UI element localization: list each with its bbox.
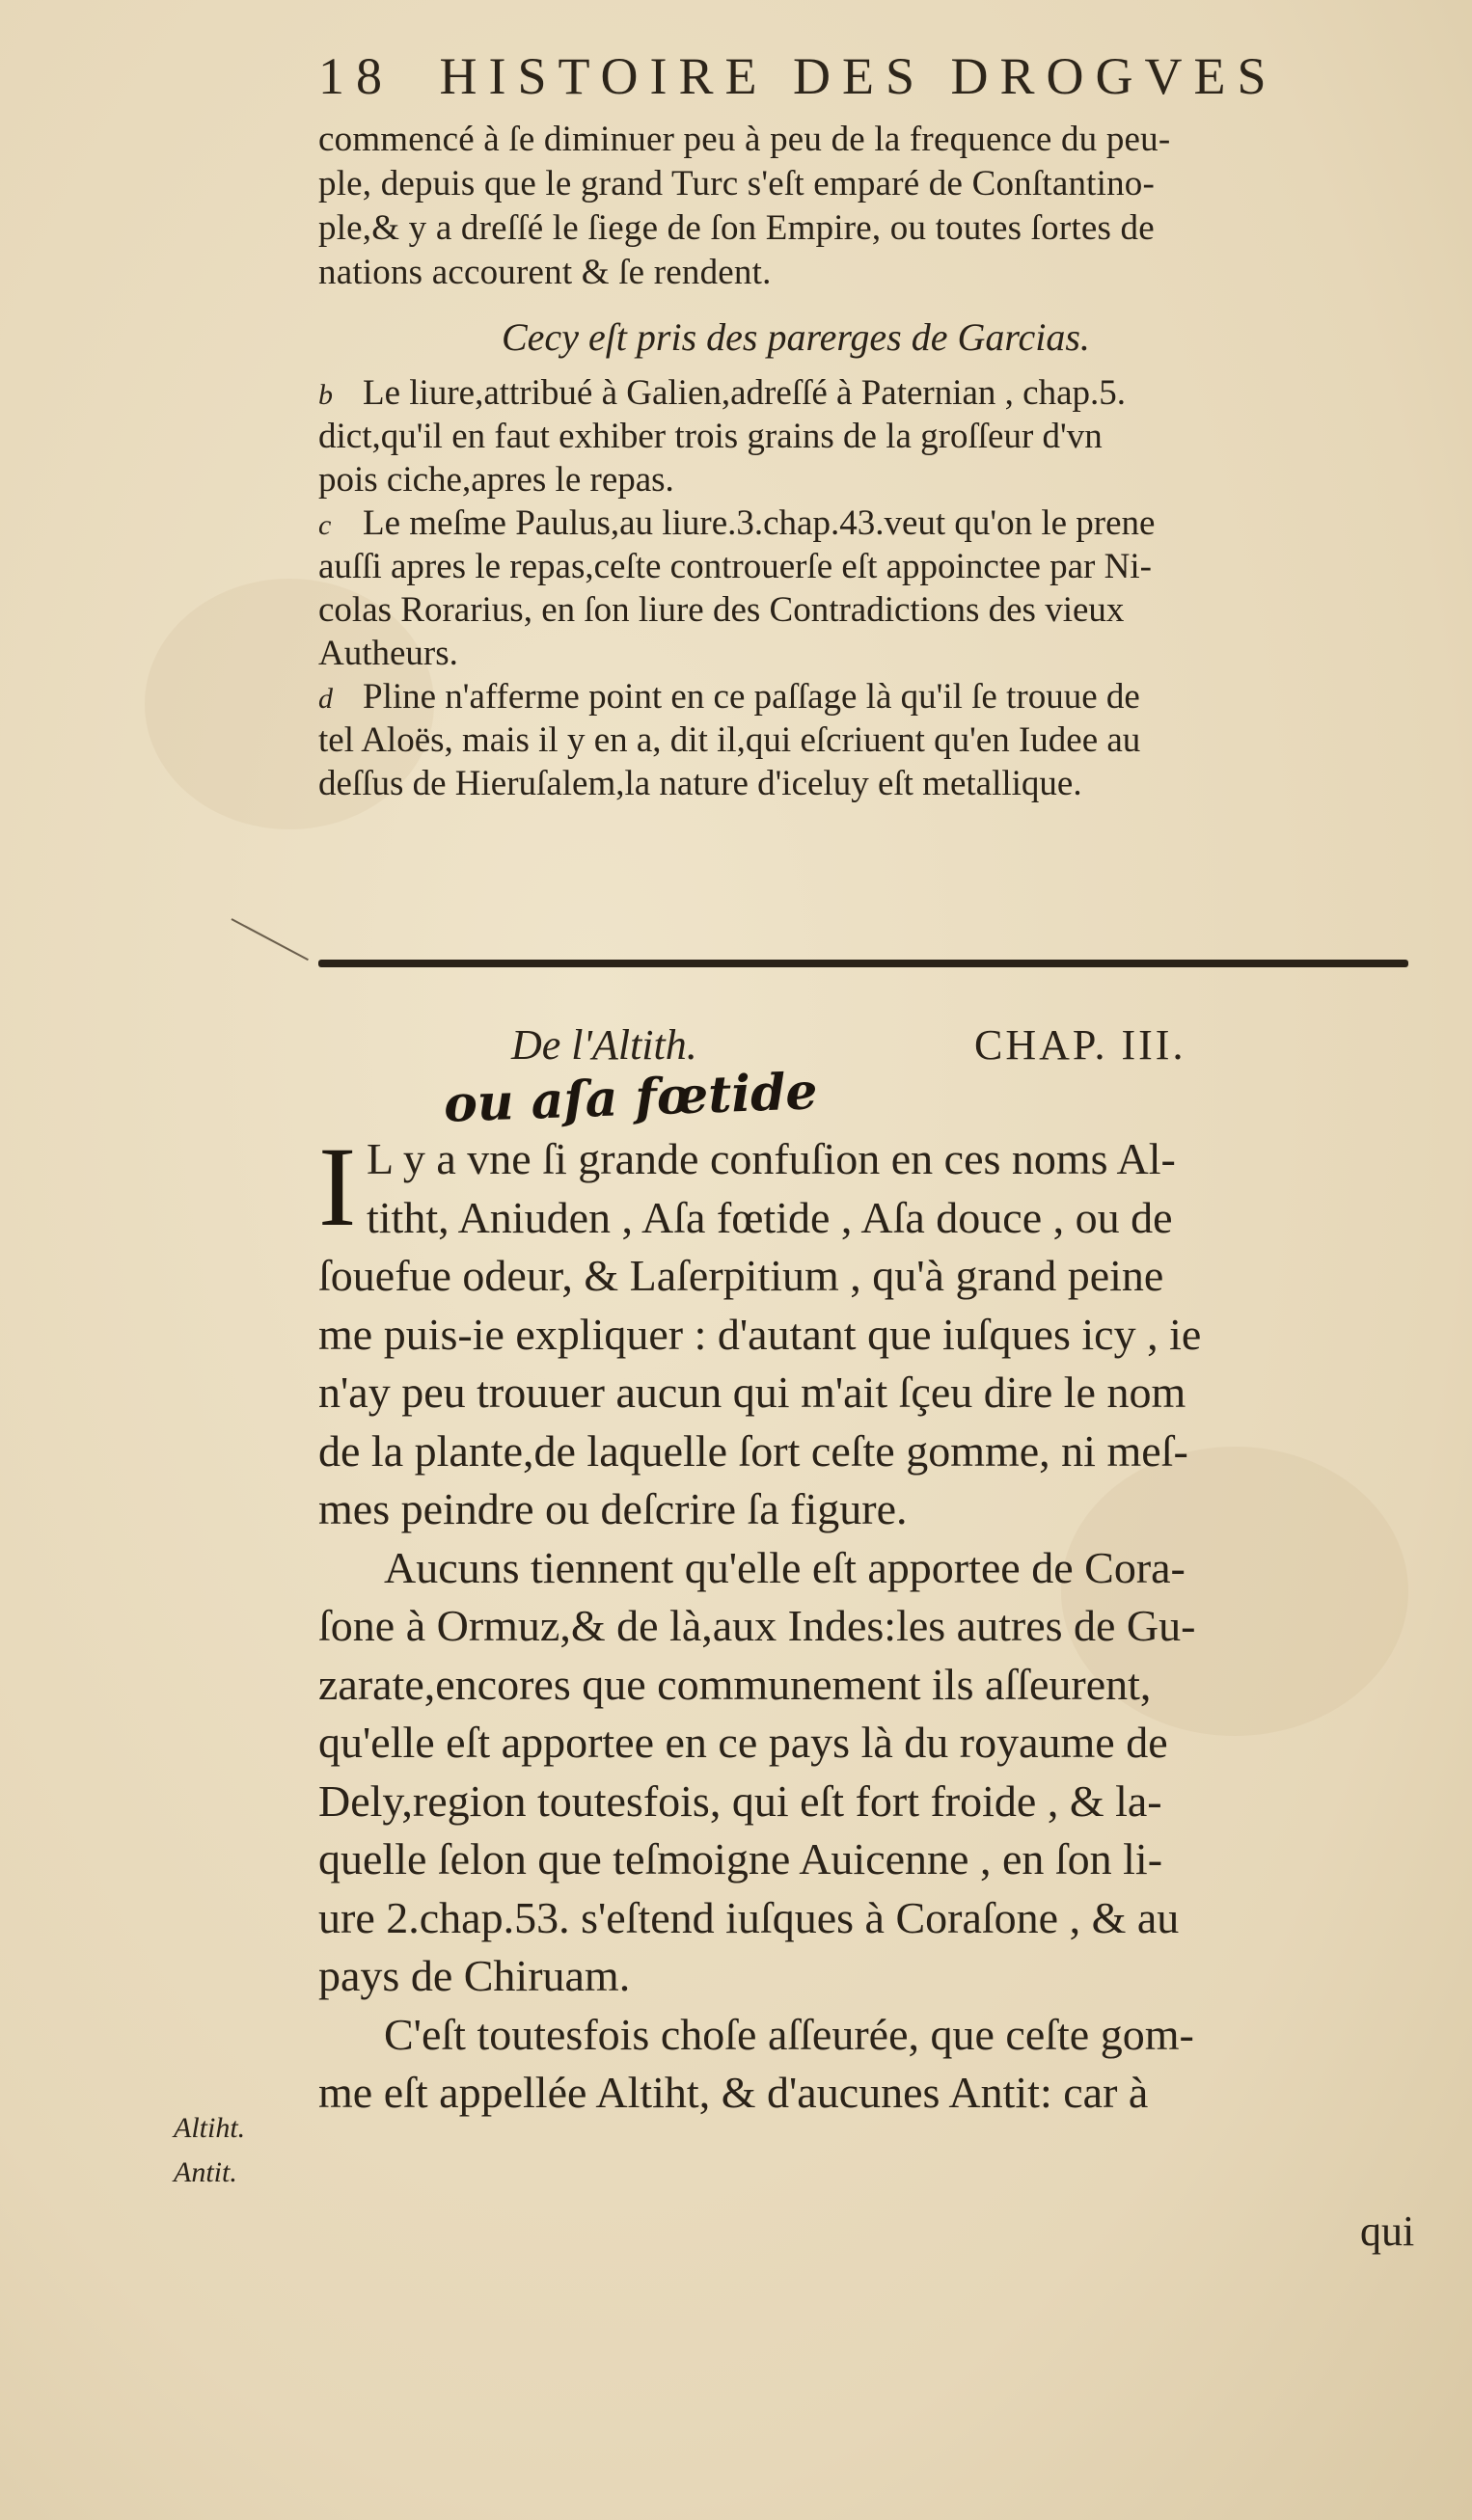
text-line: nations accourent & ſe rendent. <box>318 253 772 292</box>
note-line: Autheurs. <box>318 634 458 673</box>
continued-text <box>318 118 1437 295</box>
text-line: pays de Chiruam. <box>318 1951 631 2000</box>
note-line: b Le liure,attribué à Galien,adreſſé à Paternian , chap.5. <box>318 371 1437 415</box>
note-line: deſſus de Hieruſalem,la nature d'iceluy eſt metallique. <box>318 764 1082 803</box>
note-line: d Pline n'afferme point en ce paſſage là qu'il ſe trouue de <box>318 675 1437 718</box>
text-line: qu'elle eſt apportee en ce pays là du royaume de <box>318 1718 1168 1767</box>
text-line: ple, depuis que le grand Turc s'eſt emparé de Conſtantino- <box>318 164 1156 203</box>
text-line: mes peindre ou deſcrire ſa figure. <box>318 1484 908 1533</box>
note-mark: c <box>318 509 332 541</box>
chapter-title: De l'Altith. <box>511 1021 697 1069</box>
text-line: L y a vne ſi grande confuſion en ces noms Al- <box>367 1134 1176 1183</box>
text-line: ſouefue odeur, & Laſerpitium , qu'à grand peine <box>318 1251 1164 1300</box>
drop-cap: I <box>318 1124 357 1250</box>
catchword: qui <box>1360 2208 1415 2255</box>
ink-stroke <box>232 918 309 961</box>
text-line: ure 2.chap.53. s'eſtend iuſques à Coraſone , & au <box>318 1892 1180 1942</box>
note-mark: d <box>318 683 333 715</box>
text-line: ſone à Ormuz,& de là,aux Indes:les autres de Gu- <box>318 1601 1196 1650</box>
text-line: titht, Aniuden , Aſa fœtide , Aſa douce , ou de <box>367 1192 1173 1242</box>
text-line: me puis-ie expliquer : d'autant que iuſques icy , ie <box>318 1309 1202 1359</box>
running-title: HISTOIRE DES DROGVES <box>439 47 1278 105</box>
margin-note: Altiht. <box>174 2112 246 2144</box>
chapter-number: CHAP. III. <box>974 1021 1186 1069</box>
margin-note: Antit. <box>174 2156 237 2188</box>
note-line: dict,qu'il en faut exhiber trois grains de la groſſeur d'vn <box>318 417 1103 456</box>
text-line: de la plante,de laquelle ſort ceſte gomme, ni meſ- <box>318 1425 1188 1476</box>
page-number: 18 <box>318 47 394 105</box>
section-rule <box>318 960 1408 967</box>
text-line: zarate,encores que communement ils aſſeurent, <box>318 1659 1152 1709</box>
text-line: n'ay peu trouuer aucun qui m'ait ſçeu dire le nom <box>318 1368 1186 1417</box>
text-line: commencé à ſe diminuer peu à peu de la frequence du peu- <box>318 120 1171 159</box>
text-line: quelle ſelon que teſmoigne Auicenne , en ſon li- <box>318 1834 1163 1883</box>
note-line: c Le meſme Paulus,au liure.3.chap.43.veut qu'on le prene <box>318 501 1437 545</box>
note-line: colas Rorarius, en ſon liure des Contradictions des vieux <box>318 590 1125 630</box>
main-text <box>318 1124 1437 2123</box>
text-line: me eſt appellée Altiht, & d'aucunes Antit: car à <box>318 2068 1149 2117</box>
annotations <box>318 371 1437 805</box>
text-line: C'eſt toutesfois choſe aſſeurée, que ceſte gom- <box>384 2009 1194 2059</box>
source-caption: Cecy eſt pris des parerges de Garcias. <box>502 315 1090 359</box>
handwritten-annotation: ou aſa fœtide <box>443 1062 819 1134</box>
note-line: pois ciche,apres le repas. <box>318 460 674 500</box>
text-line: Aucuns tiennent qu'elle eſt apportee de Cora- <box>384 1542 1186 1592</box>
note-line: tel Aloës, mais il y en a, dit il,qui eſcriuent qu'en Iudee au <box>318 720 1141 760</box>
text-line: Dely,region toutesfois, qui eſt fort froide , & la- <box>318 1775 1162 1826</box>
text-line: ple,& y a dreſſé le ſiege de ſon Empire, ou toutes ſortes de <box>318 208 1155 248</box>
note-mark: b <box>318 379 333 411</box>
note-line: auſſi apres le repas,ceſte controuerſe eſt appoinctee par Ni- <box>318 547 1152 586</box>
running-head <box>318 46 1437 114</box>
